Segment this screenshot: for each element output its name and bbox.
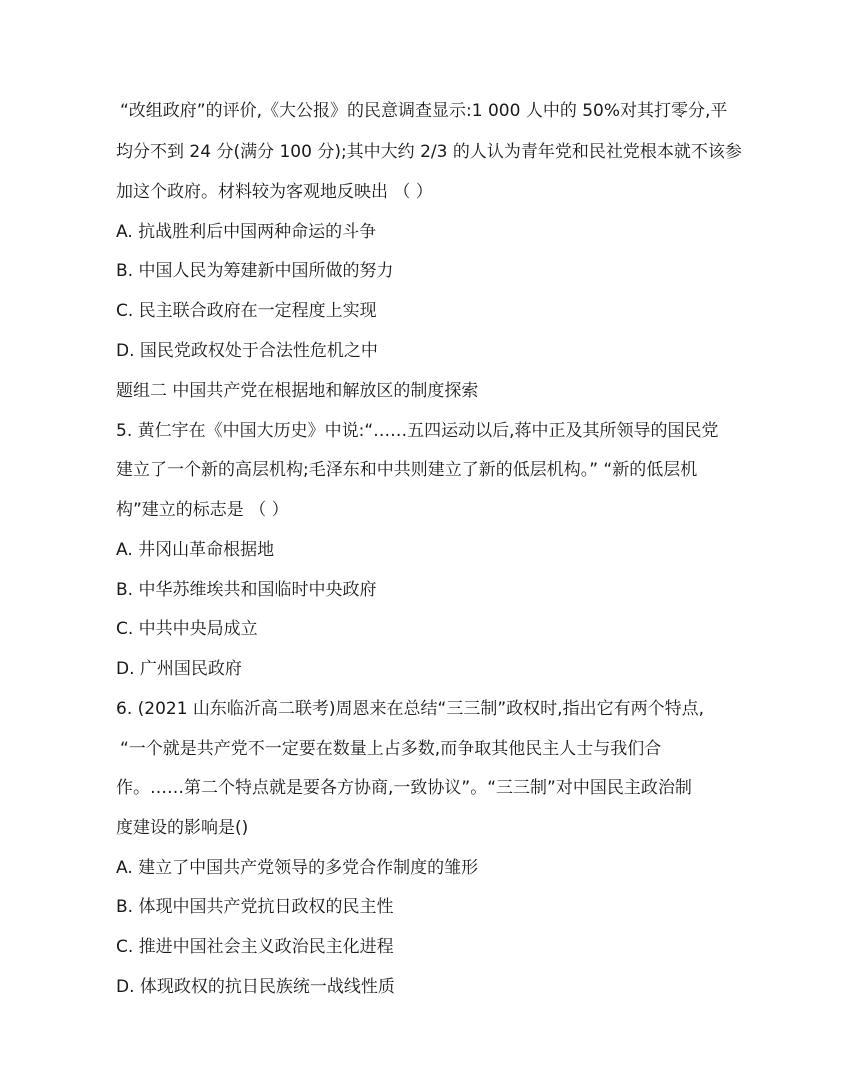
section-title: 题组二 中国共产党在根据地和解放区的制度探索 [116,381,479,401]
q6-option-b: B. 体现中国共产党抗日政权的民主性 [116,897,394,917]
q5-line-1: 5. 黄仁宇在《中国大历史》中说:“……五四运动以后,蒋中正及其所领导的国民党 [116,421,719,441]
intro-line-2: 均分不到 24 分(满分 100 分);其中大约 2/3 的人认为青年党和民社党根本就不该参 [116,142,742,162]
intro-line-1: “改组政府”的评价,《大公报》的民意调查显示:1 000 人中的 50%对其打零分,平 [120,101,728,121]
q5-option-d: D. 广州国民政府 [116,659,242,679]
q6-option-a: A. 建立了中国共产党领导的多党合作制度的雏形 [116,858,479,878]
q5-line-3: 构”建立的标志是 （ ） [116,500,289,520]
q4-option-b: B. 中国人民为筹建新中国所做的努力 [116,261,394,281]
q4-option-d: D. 国民党政权处于合法性危机之中 [116,341,378,361]
q6-option-d: D. 体现政权的抗日民族统一战线性质 [116,977,395,997]
q6-line-3: 作。……第二个特点就是要各方协商,一致协议”。“三三制”对中国民主政治制 [116,778,692,798]
q4-option-c: C. 民主联合政府在一定程度上实现 [116,301,377,321]
q6-line-2: “一个就是共产党不一定要在数量上占多数,而争取其他民主人士与我们合 [120,739,662,759]
q6-line-4: 度建设的影响是() [116,818,249,838]
intro-line-3: 加这个政府。材料较为客观地反映出 （ ） [116,182,433,202]
q6-line-1: 6. (2021 山东临沂高二联考)周恩来在总结“三三制”政权时,指出它有两个特点, [116,699,704,719]
q5-option-b: B. 中华苏维埃共和国临时中央政府 [116,580,377,600]
q5-line-2: 建立了一个新的高层机构;毛泽东和中共则建立了新的低层机构。” “新的低层机 [116,460,698,480]
q6-option-c: C. 推进中国社会主义政治民主化进程 [116,937,394,957]
q5-option-c: C. 中共中央局成立 [116,619,258,639]
q5-option-a: A. 井冈山革命根据地 [116,540,275,560]
q4-option-a: A. 抗战胜利后中国两种命运的斗争 [116,222,377,242]
